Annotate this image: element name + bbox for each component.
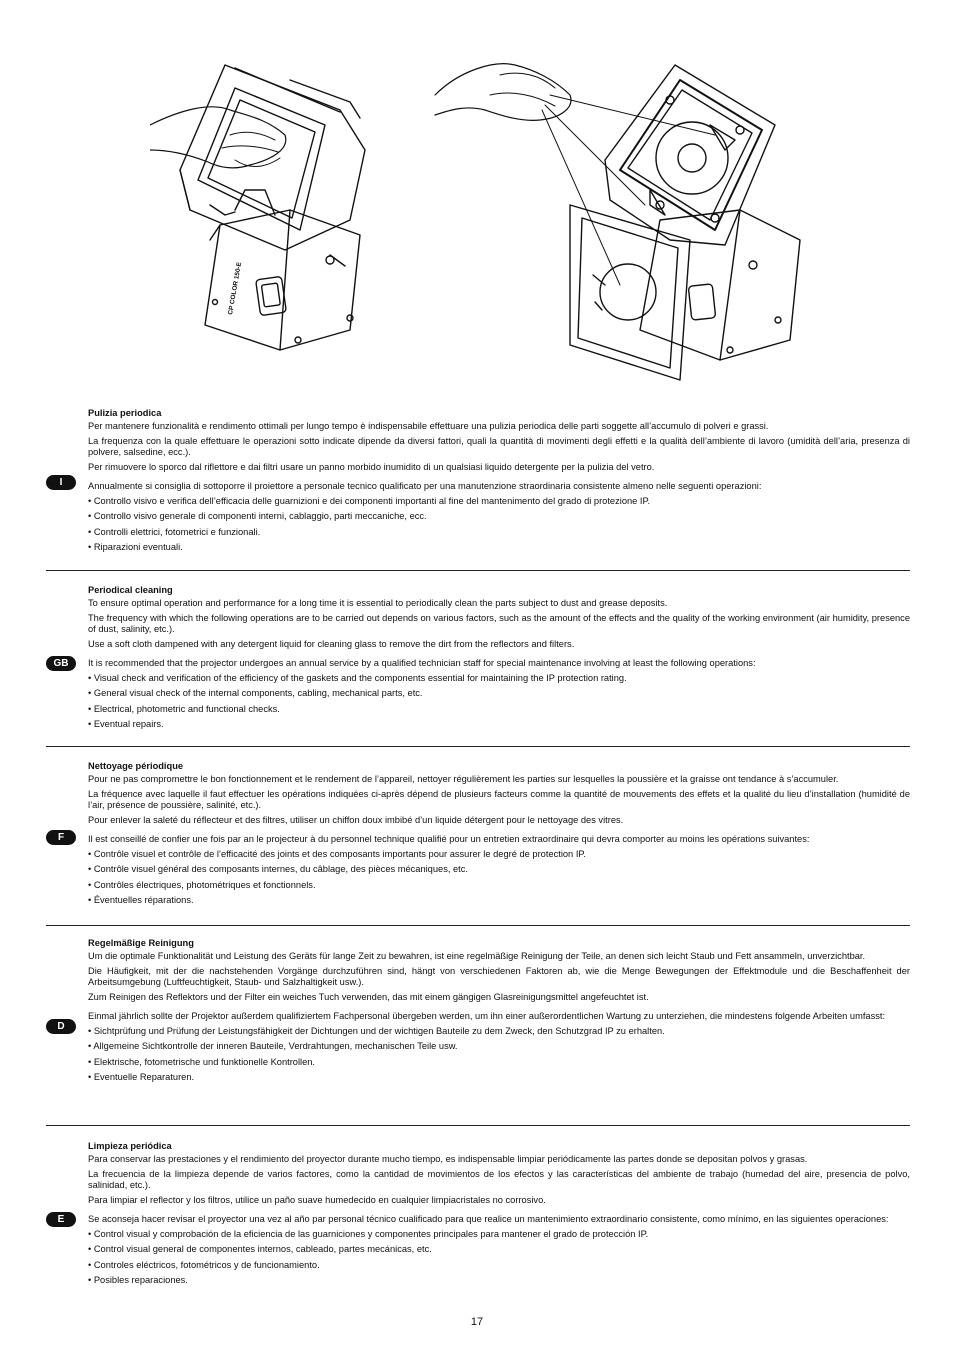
list-item: • Contrôle visuel et contrôle de l’efficacité des joints et des composants importants pour assurer le degré de protection IP. bbox=[88, 848, 586, 859]
paragraph: Zum Reinigen des Reflektors und der Filter ein weiches Tuch verwenden, das mit einem gängigen Glasreinigungsmittel angefeuchtet ist. bbox=[88, 991, 649, 1002]
section-title: Periodical cleaning bbox=[88, 585, 173, 595]
list-item: • Contrôles électriques, photométriques et fonctionnels. bbox=[88, 879, 316, 890]
list-item: • Éventuelles réparations. bbox=[88, 895, 194, 906]
paragraph: Pour ne pas compromettre le bon fonctionnement et le rendement de l’appareil, nettoyer régulièrement les parties sur lesquelles la poussière et la graisse ont tendance à s’accumuler. bbox=[88, 774, 839, 784]
section-title: Regelmäßige Reinigung bbox=[88, 938, 194, 948]
paragraph: Einmal jährlich sollte der Projektor außerdem qualifiziertem Fachpersonal übergeben werden, um ihn einer außerordentlichen Wartung zu unterziehen, die mindestens folgende Arbeiten umfasst: bbox=[88, 1011, 886, 1022]
list-item: • Visual check and verification of the efficiency of the gaskets and the components essential for maintaining the IP protection rating. bbox=[88, 672, 627, 683]
paragraph: To ensure optimal operation and performance for a long time it is essential to periodically clean the parts subject to dust and grease deposits. bbox=[88, 598, 668, 608]
list-item: • Controlli elettrici, fotometrici e funzionali. bbox=[88, 526, 261, 537]
paragraph: La frequenza con la quale effettuare le operazioni sotto indicate dipende da diversi fattori, quali la quantità di movimenti degli effetti e la qualità dell’ambiente di lavoro (umidità dell’aria, presenza di polvere, salsedine, ecc.). bbox=[88, 435, 910, 458]
list-item: • Controllo visivo generale di componenti interni, cablaggio, parti meccaniche, ecc. bbox=[88, 511, 427, 522]
list-item: • Contrôle visuel général des composants internes, du câblage, des pièces mécaniques, etc. bbox=[88, 864, 468, 875]
paragraph: Die Häufigkeit, mit der die nachstehenden Vorgänge durchzuführen sind, hängt von verschiedenen Faktoren ab, wie die Menge Bewegungen der Effektmodule und die Beschaffenheit der Arbeitsumgebung (Luftfeuchtigkeit, Staub- und Salzhaltigkeit usw.). bbox=[88, 965, 910, 988]
language-badge: GB bbox=[46, 656, 76, 671]
language-badge: D bbox=[46, 1019, 76, 1034]
section-title: Pulizia periodica bbox=[88, 408, 162, 418]
list-item: • Posibles reparaciones. bbox=[88, 1275, 188, 1286]
list-item: • Eventuelle Reparaturen. bbox=[88, 1072, 195, 1083]
paragraph: Para conservar las prestaciones y el rendimiento del proyector durante mucho tiempo, es indispensable limpiar periódicamente las partes donde se depositan polvos y grasas. bbox=[88, 1154, 808, 1164]
projector-open-drawing bbox=[435, 64, 800, 380]
paragraph: Il est conseillé de confier une fois par an le projecteur à du personnel technique qualifié pour un entretien extraordinaire qui devra comporter au moins les opérations suivantes: bbox=[88, 834, 810, 845]
page-number: 17 bbox=[470, 1316, 484, 1328]
list-item: • Riparazioni eventuali. bbox=[88, 542, 183, 553]
paragraph: La frecuencia de la limpieza depende de varios factores, como la cantidad de movimientos de los efectos y las características del ambiente de trabajo (humedad del aire, presencia de polvo, salinidad, etc.). bbox=[88, 1168, 910, 1191]
list-item: • Control visual general de componentes internos, cableado, partes mecánicas, etc. bbox=[88, 1244, 432, 1255]
cleaning-illustration bbox=[150, 40, 810, 390]
paragraph: La fréquence avec laquelle il faut effectuer les opérations indiquées ci-après dépend de plusieurs facteurs comme la quantité de mouvements des effets et la qualité du lieu d’installation (humidité de l’air, présence de poussière, salinité, etc.). bbox=[88, 788, 910, 811]
paragraph: Um die optimale Funktionalität und Leistung des Geräts für lange Zeit zu bewahren, ist eine regelmäßige Reinigung der Teile, an denen sich leicht Staub und Fett ansammeln, unverzichtbar. bbox=[88, 951, 866, 961]
list-item: • Controllo visivo e verifica dell’efficacia delle guarnizioni e dei componenti importanti al fine del mantenimento del grado di protezione IP. bbox=[88, 495, 651, 506]
list-item: • Control visual y comprobación de la eficiencia de las guarniciones y componentes principales para mantener el grado de protección IP. bbox=[88, 1228, 649, 1239]
paragraph: Para limpiar el reflector y los filtros, utilice un paño suave humedecido en cualquier limpiacristales no corrosivo. bbox=[88, 1194, 546, 1205]
list-item: • Eventual repairs. bbox=[88, 719, 164, 730]
paragraph: Per rimuovere lo sporco dal riflettore e dai filtri usare un panno morbido inumidito di un qualsiasi liquido detergente per la pulizia del vetro. bbox=[88, 461, 655, 472]
section-divider bbox=[46, 925, 910, 926]
device-label: CP COLOR 150-E bbox=[227, 261, 244, 316]
section-title: Nettoyage périodique bbox=[88, 761, 184, 771]
paragraph: The frequency with which the following operations are to be carried out depends on various factors, such as the amount of the effects and the quality of the working environment (air humidity, presence of dust, salinity, etc.). bbox=[88, 612, 910, 635]
list-item: • Controles eléctricos, fotométricos y de funcionamiento. bbox=[88, 1259, 320, 1270]
language-badge: F bbox=[46, 830, 76, 845]
section-title: Limpieza periódica bbox=[88, 1141, 172, 1151]
section-divider bbox=[46, 570, 910, 571]
section-divider bbox=[46, 1125, 910, 1126]
list-item: • General visual check of the internal components, cabling, mechanical parts, etc. bbox=[88, 688, 423, 699]
paragraph: Se aconseja hacer revisar el proyector una vez al año par personal técnico cualificado para que realice un mantenimiento extraordinario consistente, como mínimo, en las siguientes operaciones: bbox=[88, 1214, 889, 1225]
paragraph: It is recommended that the projector undergoes an annual service by a qualified technician staff for special maintenance involving at least the following operations: bbox=[88, 658, 756, 669]
list-item: • Elektrische, fotometrische und funktionelle Kontrollen. bbox=[88, 1056, 316, 1067]
paragraph: Use a soft cloth dampened with any detergent liquid for cleaning glass to remove the dirt from the reflectors and filters. bbox=[88, 638, 575, 649]
language-badge: I bbox=[46, 475, 76, 490]
list-item: • Allgemeine Sichtkontrolle der inneren Bauteile, Verdrahtungen, mechanischen Teile usw. bbox=[88, 1041, 458, 1052]
paragraph: Annualmente si consiglia di sottoporre il proiettore a personale tecnico qualificato per una manutenzione straordinaria consistente almeno nelle seguenti operazioni: bbox=[88, 481, 762, 492]
language-badge: E bbox=[46, 1212, 76, 1227]
list-item: • Electrical, photometric and functional checks. bbox=[88, 703, 280, 714]
paragraph: Pour enlever la saleté du réflecteur et des filtres, utiliser un chiffon doux imbibé d’un liquide détergent pour le nettoyage des vitres. bbox=[88, 814, 624, 825]
list-item: • Sichtprüfung und Prüfung der Leistungsfähigkeit der Dichtungen und der wichtigen Bauteile zu dem Zweck, den Schutzgrad IP zu erhalten. bbox=[88, 1025, 665, 1036]
projector-closed-drawing bbox=[150, 65, 365, 350]
paragraph: Per mantenere funzionalità e rendimento ottimali per lungo tempo è indispensabile effettuare una pulizia periodica delle parti soggette all’accumulo di polveri e grassi. bbox=[88, 421, 769, 431]
section-divider bbox=[46, 746, 910, 747]
